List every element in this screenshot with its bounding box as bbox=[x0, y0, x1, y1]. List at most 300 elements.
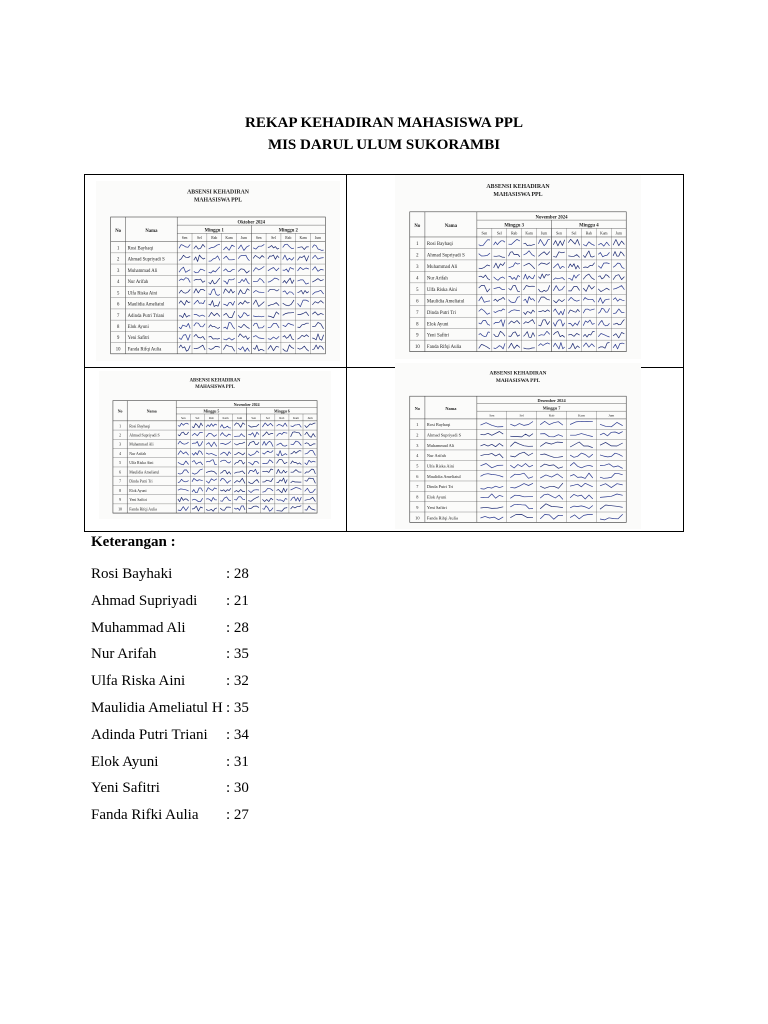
signature-scribble bbox=[268, 289, 279, 292]
row-number: 2 bbox=[416, 253, 419, 259]
day-label: Rab bbox=[208, 415, 214, 420]
sheet-table-border bbox=[111, 217, 326, 354]
signature-scribble bbox=[283, 345, 294, 351]
student-name: Muhammad Ali bbox=[426, 264, 458, 270]
sheet-month: November 2024 bbox=[535, 215, 568, 221]
signature-scribble bbox=[220, 471, 231, 475]
signature-scribble bbox=[540, 454, 563, 457]
signature-scribble bbox=[248, 432, 259, 437]
signature-scribble bbox=[277, 488, 288, 493]
signature-scribble bbox=[494, 277, 505, 280]
day-label: Rab bbox=[548, 413, 555, 418]
signature-scribble bbox=[538, 343, 549, 346]
signature-scribble bbox=[598, 252, 609, 256]
student-name: Yeni Safitri bbox=[426, 504, 447, 510]
signature-scribble bbox=[312, 345, 323, 350]
signature-scribble bbox=[223, 311, 234, 317]
sheet-month: Oktober 2024 bbox=[237, 220, 266, 226]
student-name: Dinda Putri Tri bbox=[129, 479, 153, 484]
day-label: Kam bbox=[525, 231, 533, 236]
signature-scribble bbox=[291, 441, 302, 445]
signature-scribble bbox=[600, 494, 623, 497]
signature-scribble bbox=[253, 300, 264, 307]
attendance-sheet-drawing bbox=[395, 175, 641, 359]
signature-scribble bbox=[238, 245, 249, 251]
signature-scribble bbox=[598, 263, 609, 268]
signature-scribble bbox=[312, 301, 323, 305]
row-number: 8 bbox=[416, 494, 419, 500]
signature-scribble bbox=[209, 278, 220, 284]
signature-scribble bbox=[298, 247, 309, 250]
signature-scribble bbox=[510, 434, 533, 437]
signature-scribble bbox=[598, 334, 609, 338]
signature-scribble bbox=[312, 267, 323, 272]
signature-scribble bbox=[494, 331, 505, 336]
signature-scribble bbox=[291, 487, 302, 490]
signature-scribble bbox=[192, 506, 203, 511]
day-label: Sel bbox=[195, 415, 200, 420]
signature-scribble bbox=[253, 266, 264, 271]
day-label: Kam bbox=[225, 236, 233, 241]
row-number: 6 bbox=[116, 302, 120, 308]
student-name: Fanda Rifki Aulia bbox=[91, 807, 199, 824]
sheet-heading: ABSENSI KEHADIRAN bbox=[486, 183, 550, 190]
day-label: Sen bbox=[251, 415, 257, 420]
signature-scribble bbox=[494, 262, 505, 268]
signature-scribble bbox=[277, 432, 288, 436]
week-label: Minggu 7 bbox=[542, 405, 561, 411]
signature-scribble bbox=[206, 497, 217, 501]
signature-scribble bbox=[540, 504, 563, 509]
signature-scribble bbox=[570, 483, 593, 487]
signature-scribble bbox=[283, 244, 294, 248]
attendance-count: : 28 bbox=[226, 566, 249, 582]
signature-scribble bbox=[298, 346, 309, 351]
sheet-month: November 2024 bbox=[233, 402, 260, 407]
signature-scribble bbox=[481, 494, 504, 498]
signature-scribble bbox=[248, 451, 259, 456]
signature-scribble bbox=[248, 480, 259, 484]
signature-scribble bbox=[209, 256, 220, 261]
signature-scribble bbox=[192, 451, 203, 455]
signature-scribble bbox=[283, 255, 294, 260]
signature-scribble bbox=[253, 345, 264, 351]
signature-scribble bbox=[510, 442, 533, 447]
row-number: 6 bbox=[416, 473, 419, 479]
grid-divider-vertical bbox=[346, 175, 347, 531]
signature-scribble bbox=[277, 499, 288, 502]
signature-scribble bbox=[238, 313, 249, 318]
signature-scribble bbox=[179, 300, 190, 305]
row-number: 8 bbox=[416, 322, 419, 328]
signature-scribble bbox=[538, 297, 549, 303]
signature-scribble bbox=[600, 514, 623, 520]
signature-scribble bbox=[253, 323, 264, 328]
row-number: 1 bbox=[116, 246, 120, 252]
signature-scribble bbox=[248, 424, 259, 427]
student-name: Maulidia Ameliatul bbox=[426, 299, 465, 305]
student-name: Maulidia Ameliatul bbox=[426, 473, 461, 479]
keterangan-label: Keterangan : bbox=[91, 534, 176, 550]
signature-scribble bbox=[509, 343, 520, 348]
column-header-no: No bbox=[414, 405, 420, 411]
signature-scribble bbox=[194, 334, 205, 339]
signature-scribble bbox=[283, 312, 294, 315]
sheet-table-border bbox=[410, 396, 626, 522]
signature-scribble bbox=[583, 343, 594, 347]
signature-scribble bbox=[206, 442, 217, 447]
signature-scribble bbox=[178, 423, 189, 426]
row-number: 9 bbox=[416, 333, 419, 339]
signature-scribble bbox=[262, 469, 273, 472]
student-name: Ulfa Riska Aini bbox=[91, 673, 186, 690]
signature-scribble bbox=[248, 490, 259, 493]
signature-scribble bbox=[613, 333, 624, 338]
student-name: Fanda Rifqi Aulia bbox=[426, 345, 462, 351]
signature-scribble bbox=[312, 334, 323, 340]
signature-scribble bbox=[194, 269, 205, 273]
signature-scribble bbox=[568, 333, 579, 336]
sheet-heading: ABSENSI KEHADIRAN bbox=[187, 189, 249, 196]
signature-scribble bbox=[510, 452, 533, 457]
row-number: 7 bbox=[119, 479, 122, 484]
day-label: Rab bbox=[279, 415, 285, 420]
signature-scribble bbox=[538, 263, 549, 266]
signature-scribble bbox=[253, 291, 264, 293]
student-name: Nur Arifah bbox=[127, 280, 149, 286]
signature-scribble bbox=[540, 421, 563, 425]
signature-scribble bbox=[568, 274, 579, 280]
signature-scribble bbox=[479, 285, 490, 292]
student-name: Ulfa Riska Aini bbox=[129, 461, 154, 466]
signature-scribble bbox=[291, 451, 302, 454]
signature-scribble bbox=[600, 453, 623, 457]
signature-scribble bbox=[192, 478, 203, 481]
signature-scribble bbox=[206, 460, 217, 465]
signature-scribble bbox=[194, 300, 205, 304]
signature-scribble bbox=[291, 461, 302, 465]
signature-scribble bbox=[194, 244, 205, 249]
student-name: Muhammad Ali bbox=[129, 442, 154, 447]
signature-scribble bbox=[510, 514, 533, 517]
signature-scribble bbox=[192, 441, 203, 446]
signature-scribble bbox=[234, 478, 245, 483]
row-number: 3 bbox=[416, 264, 419, 270]
signature-scribble bbox=[524, 251, 535, 256]
signature-scribble bbox=[268, 336, 279, 339]
signature-scribble bbox=[298, 335, 309, 339]
signature-scribble bbox=[238, 347, 249, 352]
signature-scribble bbox=[305, 443, 316, 446]
signature-scribble bbox=[583, 309, 594, 313]
signature-scribble bbox=[209, 244, 220, 249]
signature-scribble bbox=[494, 256, 505, 257]
signature-scribble bbox=[598, 275, 609, 279]
row-number: 1 bbox=[416, 422, 419, 428]
week-label: Minggu 5 bbox=[203, 409, 220, 414]
signature-scribble bbox=[524, 297, 535, 303]
signature-scribble bbox=[583, 242, 594, 246]
signature-scribble bbox=[223, 345, 234, 351]
day-label: Jum bbox=[237, 415, 243, 420]
row-number: 9 bbox=[116, 336, 120, 342]
signature-scribble bbox=[524, 243, 535, 246]
signature-scribble bbox=[312, 245, 323, 251]
signature-scribble bbox=[298, 267, 309, 271]
signature-scribble bbox=[613, 286, 624, 290]
signature-scribble bbox=[312, 322, 323, 328]
signature-scribble bbox=[509, 310, 520, 313]
student-name: Rosi Bayhaqi bbox=[127, 246, 154, 252]
day-label: Kam bbox=[299, 236, 307, 241]
signature-scribble bbox=[479, 275, 490, 280]
signature-scribble bbox=[600, 422, 623, 426]
signature-scribble bbox=[206, 434, 217, 437]
signature-scribble bbox=[209, 336, 220, 339]
signature-scribble bbox=[568, 239, 579, 245]
signature-scribble bbox=[481, 453, 504, 458]
signature-scribble bbox=[553, 309, 564, 315]
signature-scribble bbox=[220, 433, 231, 437]
sheet-month: Desember 2024 bbox=[537, 398, 566, 404]
student-name: Adinda Putri Triani bbox=[91, 726, 208, 743]
day-label: Jum bbox=[314, 236, 322, 241]
signature-scribble bbox=[209, 267, 220, 273]
signature-scribble bbox=[509, 275, 520, 279]
signature-scribble bbox=[298, 323, 309, 327]
signature-scribble bbox=[209, 346, 220, 349]
row-number: 3 bbox=[416, 442, 419, 448]
signature-scribble bbox=[206, 453, 217, 456]
signature-scribble bbox=[268, 278, 279, 282]
signature-scribble bbox=[179, 345, 190, 351]
signature-scribble bbox=[194, 279, 205, 282]
signature-scribble bbox=[481, 486, 504, 489]
signature-scribble bbox=[178, 441, 189, 444]
row-number: 4 bbox=[119, 451, 122, 456]
signature-scribble bbox=[600, 484, 623, 488]
student-name: Rosi Bayhaqi bbox=[426, 241, 453, 247]
attendance-sheet-drawing bbox=[96, 181, 340, 361]
row-number: 10 bbox=[415, 515, 420, 521]
signature-scribble bbox=[253, 278, 264, 283]
signature-scribble bbox=[192, 498, 203, 502]
day-label: Jum bbox=[307, 415, 313, 420]
row-number: 3 bbox=[116, 268, 120, 274]
sheet-heading: ABSENSI KEHADIRAN bbox=[189, 378, 241, 384]
student-name: Elok Ayuni bbox=[426, 322, 449, 328]
signature-scribble bbox=[291, 424, 302, 427]
signature-scribble bbox=[192, 488, 203, 493]
signature-scribble bbox=[570, 421, 593, 424]
page-title-line1: REKAP KEHADIRAN MAHASISWA PPL bbox=[245, 115, 523, 131]
signature-scribble bbox=[283, 323, 294, 326]
row-number: 5 bbox=[416, 463, 419, 469]
signature-scribble bbox=[613, 298, 624, 302]
signature-scribble bbox=[305, 506, 316, 510]
signature-scribble bbox=[194, 255, 205, 261]
attendance-sheet-photo bbox=[395, 175, 641, 359]
signature-scribble bbox=[220, 497, 231, 501]
row-number: 10 bbox=[115, 347, 121, 353]
sheet-subheading: MAHASISWA PPL bbox=[193, 197, 243, 204]
signature-scribble bbox=[298, 290, 309, 294]
signature-scribble bbox=[220, 507, 231, 510]
signature-scribble bbox=[540, 442, 563, 446]
signature-scribble bbox=[268, 268, 279, 271]
student-name: Nur Arifah bbox=[91, 646, 157, 663]
week-label: Minggu 3 bbox=[504, 223, 525, 229]
signature-scribble bbox=[262, 432, 273, 436]
signature-scribble bbox=[283, 268, 294, 272]
attendance-sheet-photo bbox=[99, 371, 331, 519]
day-label: Rab bbox=[585, 231, 592, 236]
row-number: 3 bbox=[119, 442, 122, 447]
row-number: 10 bbox=[118, 507, 122, 512]
attendance-sheet-drawing bbox=[395, 363, 641, 529]
student-name: Elok Ayuni bbox=[426, 494, 447, 500]
signature-scribble bbox=[553, 264, 564, 269]
signature-scribble bbox=[238, 278, 249, 284]
signature-scribble bbox=[509, 239, 520, 244]
signature-scribble bbox=[312, 279, 323, 283]
day-label: Rab bbox=[511, 231, 518, 236]
signature-scribble bbox=[238, 289, 249, 295]
signature-scribble bbox=[268, 312, 279, 318]
signature-scribble bbox=[277, 478, 288, 483]
signature-scribble bbox=[312, 312, 323, 315]
sheet-heading: ABSENSI KEHADIRAN bbox=[489, 370, 547, 377]
signature-scribble bbox=[538, 239, 549, 245]
signature-scribble bbox=[220, 460, 231, 463]
signature-scribble bbox=[234, 497, 245, 500]
signature-scribble bbox=[192, 432, 203, 436]
signature-scribble bbox=[283, 291, 294, 295]
signature-scribble bbox=[234, 434, 245, 437]
signature-scribble bbox=[194, 345, 205, 350]
signature-scribble bbox=[553, 299, 564, 302]
signature-scribble bbox=[223, 322, 234, 329]
signature-scribble bbox=[291, 432, 302, 437]
signature-scribble bbox=[568, 309, 579, 313]
student-name: Nur Arifah bbox=[426, 276, 448, 282]
signature-scribble bbox=[583, 332, 594, 337]
student-name: Ulfa Riska Aini bbox=[426, 287, 458, 293]
attendance-count: : 31 bbox=[226, 753, 249, 770]
student-name: Ahmad Supriyadi S bbox=[127, 257, 165, 263]
attendance-count: : 28 bbox=[226, 619, 249, 636]
week-label: Minggu 4 bbox=[579, 223, 599, 229]
signature-scribble bbox=[481, 507, 504, 509]
signature-scribble bbox=[600, 505, 623, 509]
signature-scribble bbox=[600, 432, 623, 436]
signature-scribble bbox=[509, 263, 520, 268]
signature-scribble bbox=[179, 278, 190, 283]
day-label: Sen bbox=[255, 236, 262, 241]
column-header-name: Nama bbox=[146, 409, 157, 414]
attendance-count: : 32 bbox=[226, 673, 249, 690]
attendance-sheet-drawing bbox=[99, 371, 331, 519]
signature-scribble bbox=[253, 255, 264, 258]
signature-scribble bbox=[613, 309, 624, 314]
signature-scribble bbox=[206, 479, 217, 483]
signature-scribble bbox=[178, 470, 189, 474]
signature-scribble bbox=[494, 241, 505, 245]
signature-scribble bbox=[179, 244, 190, 248]
signature-scribble bbox=[178, 432, 189, 436]
signature-scribble bbox=[253, 244, 264, 249]
student-name: Dinda Putri Tri bbox=[426, 310, 456, 316]
signature-scribble bbox=[538, 285, 549, 292]
row-number: 5 bbox=[416, 287, 419, 293]
signature-scribble bbox=[583, 320, 594, 326]
signature-scribble bbox=[298, 300, 309, 307]
signature-scribble bbox=[305, 478, 316, 483]
row-number: 1 bbox=[416, 241, 419, 247]
row-number: 1 bbox=[119, 424, 122, 429]
signature-scribble bbox=[209, 325, 220, 329]
signature-scribble bbox=[479, 297, 490, 303]
signature-scribble bbox=[540, 515, 563, 520]
day-label: Sel bbox=[496, 231, 502, 236]
signature-scribble bbox=[538, 320, 549, 326]
signature-scribble bbox=[613, 343, 624, 349]
column-header-name: Nama bbox=[444, 223, 458, 229]
signature-scribble bbox=[481, 423, 504, 427]
student-name: Nur Arifah bbox=[129, 451, 147, 456]
signature-scribble bbox=[238, 324, 249, 328]
student-name: Ahmad Supriyadi S bbox=[426, 253, 465, 259]
signature-scribble bbox=[268, 246, 279, 250]
day-label: Sen bbox=[489, 413, 495, 418]
signature-scribble bbox=[179, 334, 190, 340]
sheet-subheading: MAHASISWA PPL bbox=[493, 192, 543, 199]
signature-scribble bbox=[283, 334, 294, 340]
signature-scribble bbox=[540, 474, 563, 478]
attendance-count: : 35 bbox=[226, 700, 249, 716]
signature-scribble bbox=[291, 497, 302, 502]
signature-scribble bbox=[479, 240, 490, 246]
signature-scribble bbox=[613, 320, 624, 325]
signature-scribble bbox=[538, 252, 549, 257]
signature-scribble bbox=[262, 460, 273, 464]
student-name: Dinda Putri Tri bbox=[426, 484, 454, 490]
signature-scribble bbox=[234, 460, 245, 464]
signature-scribble bbox=[540, 494, 563, 499]
student-name: Elok Ayuni bbox=[127, 324, 149, 330]
signature-scribble bbox=[613, 240, 624, 246]
signature-scribble bbox=[540, 434, 563, 437]
student-name: Rosi Bayhaqi bbox=[426, 422, 451, 428]
signature-scribble bbox=[283, 278, 294, 283]
student-name: Maulidia Ameliatul bbox=[129, 470, 160, 475]
student-name: Rosi Bayhaqi bbox=[129, 424, 151, 429]
signature-scribble bbox=[481, 516, 504, 519]
signature-scribble bbox=[613, 263, 624, 269]
signature-scribble bbox=[223, 256, 234, 260]
student-name: Nur Arifah bbox=[426, 453, 446, 459]
signature-scribble bbox=[179, 267, 190, 272]
signature-scribble bbox=[277, 443, 288, 446]
signature-scribble bbox=[509, 332, 520, 337]
signature-scribble bbox=[178, 497, 189, 501]
signature-scribble bbox=[179, 313, 190, 317]
signature-scribble bbox=[598, 343, 609, 349]
signature-scribble bbox=[268, 323, 279, 328]
signature-scribble bbox=[570, 506, 593, 509]
signature-scribble bbox=[479, 253, 490, 256]
signature-scribble bbox=[600, 464, 623, 469]
